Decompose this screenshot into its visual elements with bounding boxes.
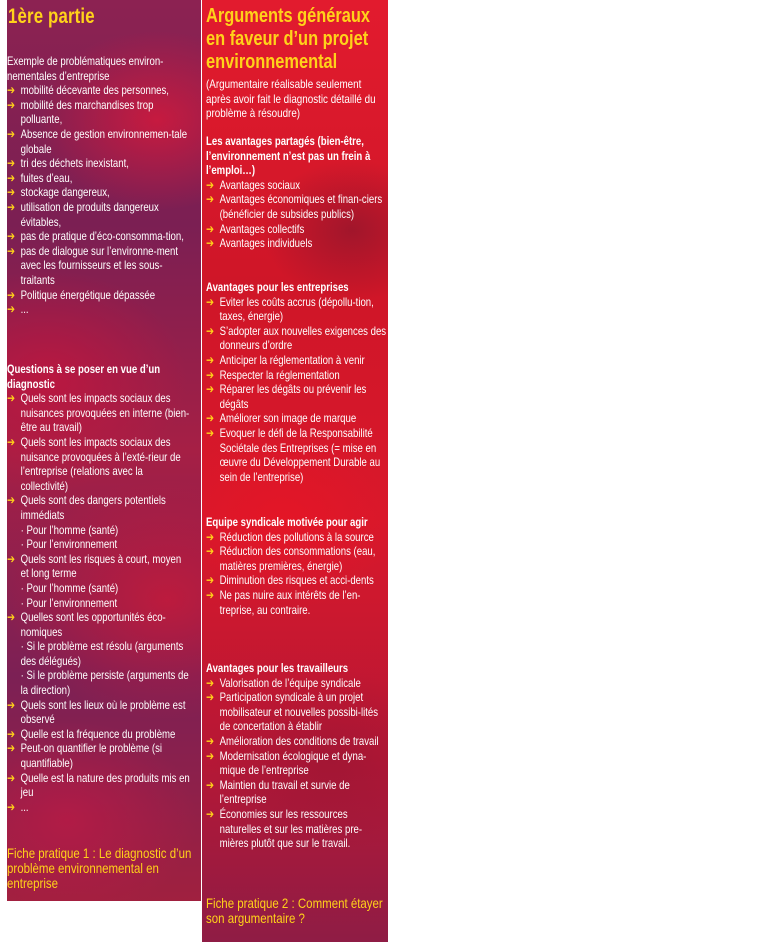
arrow-bullet-icon: ➔ xyxy=(206,529,215,544)
arrow-bullet-icon: ➔ xyxy=(206,690,215,705)
list-item xyxy=(7,98,191,127)
arrow-bullet-icon: ➔ xyxy=(206,544,215,559)
list-item xyxy=(206,588,390,617)
arrow-bullet-icon: ➔ xyxy=(7,97,16,112)
list-item xyxy=(206,295,390,324)
list-item-text: Avantages individuels xyxy=(219,236,313,251)
arrow-bullet-icon: ➔ xyxy=(206,367,215,382)
right-subtitle: (Argumentaire réalisable seulement après avoir fait le diagnostic détaillé du problème à résoudre) xyxy=(206,77,376,120)
arrow-bullet-icon: ➔ xyxy=(206,587,215,602)
list-item-text: Quels sont les impacts sociaux des nuisance provoquées à l’exté-rieur de l’entreprise (relations avec la collectivité) xyxy=(20,434,181,493)
list-item-text: Evoquer le défi de la Responsabilité Sociétale des Entreprises (= mise en œuvre du Développement Durable au sein de l’entreprise) xyxy=(219,425,381,484)
list-item-text: Économies sur les ressources naturelles et sur les matières pre-mières plutôt que sur le travail. xyxy=(219,806,363,851)
list-item xyxy=(206,324,390,353)
list-item-text: Avantages sociaux xyxy=(219,177,301,192)
list-item-text: pas de dialogue sur l’environne-ment avec les fournisseurs et les sous-traitants xyxy=(20,243,179,287)
arrow-bullet-icon: ➔ xyxy=(7,434,16,449)
list-item xyxy=(206,544,390,573)
arrow-bullet-icon: ➔ xyxy=(7,799,16,814)
list-item xyxy=(206,530,390,545)
arrow-bullet-icon: ➔ xyxy=(7,83,16,98)
list-item-text: Réparer les dégâts ou prévenir les dégâts xyxy=(219,382,367,411)
section-workers xyxy=(206,661,390,851)
list-item xyxy=(7,185,191,200)
list-item xyxy=(7,800,191,815)
arrow-bullet-icon: ➔ xyxy=(206,425,215,440)
arrow-bullet-icon: ➔ xyxy=(206,777,215,792)
section-list xyxy=(206,178,390,251)
section-union xyxy=(206,515,390,617)
list-item xyxy=(206,573,390,588)
list-item xyxy=(7,771,191,800)
list-item-text: Amélioration des conditions de travail xyxy=(219,733,379,748)
list-item-text: stockage dangereux, xyxy=(20,185,110,200)
questions-heading: Questions à se poser en vue d’un diagnostic xyxy=(7,362,161,391)
list-item xyxy=(7,552,191,581)
arrow-bullet-icon: ➔ xyxy=(206,221,215,236)
arrow-bullet-icon: ➔ xyxy=(7,199,16,214)
list-item-text: Absence de gestion environnemen-tale globale xyxy=(20,126,188,156)
list-item xyxy=(7,493,191,522)
arrow-bullet-icon: ➔ xyxy=(206,382,215,397)
list-item-text: Eviter les coûts accrus (dépollu-tion, taxes, énergie) xyxy=(219,294,374,324)
right-column xyxy=(202,0,388,942)
list-item-text: ... xyxy=(20,799,29,814)
list-item xyxy=(7,171,191,186)
list-item-text: Valorisation de l’équipe syndicale xyxy=(219,675,361,690)
list-item-text: Ne pas nuire aux intérêts de l’en-treprise, au contraire. xyxy=(219,587,361,617)
arrow-bullet-icon: ➔ xyxy=(206,675,215,690)
list-item-text: · Pour l’environnement xyxy=(20,595,118,610)
sub-list-item xyxy=(7,581,191,596)
list-item-text: ... xyxy=(20,302,29,317)
list-item xyxy=(206,411,390,426)
arrow-bullet-icon: ➔ xyxy=(206,573,215,588)
arrow-bullet-icon: ➔ xyxy=(206,323,215,338)
list-item xyxy=(7,727,191,742)
list-item xyxy=(7,741,191,770)
list-item-text: Améliorer son image de marque xyxy=(219,411,357,426)
list-item-text: S’adopter aux nouvelles exigences des donneurs d’ordre xyxy=(219,323,387,353)
arrow-bullet-icon: ➔ xyxy=(7,726,16,741)
arrow-bullet-icon: ➔ xyxy=(206,411,215,426)
arrow-bullet-icon: ➔ xyxy=(7,126,16,141)
list-item-text: · Pour l’environnement xyxy=(20,537,118,552)
problems-list xyxy=(7,83,191,317)
questions-list xyxy=(7,391,191,814)
list-item-text: Avantages économiques et finan-ciers (bénéficier de subsides publics) xyxy=(219,192,383,221)
list-item-text: Réduction des consommations (eau, matières premières, énergie) xyxy=(219,544,376,573)
list-item-text: · Pour l’homme (santé) xyxy=(20,580,119,595)
list-item xyxy=(206,236,390,251)
list-item-text: Quels sont les lieux où le problème est observé xyxy=(20,697,186,727)
arrow-bullet-icon: ➔ xyxy=(206,177,215,192)
list-item xyxy=(7,698,191,727)
list-item-text: Quelle est la fréquence du problème xyxy=(20,726,176,741)
list-item-text: Quelle est la nature des produits mis en jeu xyxy=(20,770,190,800)
list-item-text: Peut-on quantifier le problème (si quantifiable) xyxy=(20,741,163,771)
arrow-bullet-icon: ➔ xyxy=(206,236,215,251)
arrow-bullet-icon: ➔ xyxy=(7,697,16,712)
list-item-text: Participation syndicale à un projet mobilisateur et nouvelles possibi-lités de concertation à établir xyxy=(219,690,379,734)
list-item-text: Quelles sont les opportunités éco-nomiques xyxy=(20,610,166,639)
list-item xyxy=(206,368,390,383)
fiche-2: Fiche pratique 2 : Comment étayer son argumentaire ? xyxy=(206,895,383,926)
section-list xyxy=(206,676,390,851)
list-item-text: Avantages collectifs xyxy=(219,221,305,236)
arrow-bullet-icon: ➔ xyxy=(7,493,16,508)
list-item-text: utilisation de produits dangereux évitables, xyxy=(20,199,159,229)
list-item-text: tri des déchets inexistant, xyxy=(20,156,129,171)
section-heading: Avantages pour les travailleurs xyxy=(206,661,349,675)
list-item-text: Politique énergétique dépassée xyxy=(20,287,156,302)
section-heading: Equipe syndicale motivée pour agir xyxy=(206,515,368,529)
list-item xyxy=(7,127,191,156)
arrow-bullet-icon: ➔ xyxy=(206,192,215,207)
arrow-bullet-icon: ➔ xyxy=(7,741,16,756)
list-item xyxy=(7,244,191,288)
list-item xyxy=(206,222,390,237)
list-item-text: mobilité des marchandises trop polluante, xyxy=(20,97,154,127)
list-item-text: pas de pratique d’éco-consomma-tion, xyxy=(20,229,184,244)
list-item-text: Maintien du travail et survie de l’entreprise xyxy=(219,777,350,807)
list-item xyxy=(206,382,390,411)
arrow-bullet-icon: ➔ xyxy=(206,352,215,367)
arrow-bullet-icon: ➔ xyxy=(7,185,16,200)
list-item xyxy=(7,200,191,229)
arrow-bullet-icon: ➔ xyxy=(7,770,16,785)
section-companies xyxy=(206,280,390,484)
list-item-text: Anticiper la réglementation à venir xyxy=(219,352,365,367)
list-item-text: Modernisation écologique et dyna-mique de l’entreprise xyxy=(219,748,367,778)
sub-list-item xyxy=(7,537,191,552)
list-item-text: mobilité décevante des personnes, xyxy=(20,83,169,98)
list-item-text: Quels sont des dangers potentiels immédiats xyxy=(20,493,166,522)
problems-block xyxy=(7,54,191,317)
list-item-text: Quels sont les risques à court, moyen et long terme xyxy=(20,551,182,581)
list-item xyxy=(7,302,191,317)
list-item-text: · Si le problème persiste (arguments de la direction) xyxy=(20,668,189,698)
sub-list-item xyxy=(7,668,191,697)
section-heading: Les avantages partagés (bien-être, l’environnement n’est pas un frein à l’emploi…) xyxy=(206,134,371,178)
list-item xyxy=(206,426,390,484)
list-item xyxy=(206,734,390,749)
sub-list-item xyxy=(7,596,191,611)
arrow-bullet-icon: ➔ xyxy=(7,170,16,185)
section-list xyxy=(206,530,390,618)
arrow-bullet-icon: ➔ xyxy=(7,610,16,625)
list-item xyxy=(206,778,390,807)
section-shared xyxy=(206,134,390,251)
arrow-bullet-icon: ➔ xyxy=(7,156,16,171)
arrow-bullet-icon: ➔ xyxy=(206,294,215,309)
list-item xyxy=(206,178,390,193)
list-item xyxy=(206,690,390,734)
list-item-text: · Pour l’homme (santé) xyxy=(20,522,119,537)
sub-list-item xyxy=(7,523,191,538)
list-item-text: Diminution des risques et acci-dents xyxy=(219,573,374,588)
list-item xyxy=(7,83,191,98)
right-title: Arguments généraux en faveur d’un projet environnemental xyxy=(206,5,371,73)
arrow-bullet-icon: ➔ xyxy=(206,806,215,821)
list-item xyxy=(7,391,191,435)
list-item xyxy=(7,229,191,244)
arrow-bullet-icon: ➔ xyxy=(7,229,16,244)
list-item xyxy=(7,435,191,493)
list-item-text: Respecter la réglementation xyxy=(219,367,340,382)
list-item xyxy=(7,156,191,171)
list-item xyxy=(7,288,191,303)
section-heading: Avantages pour les entreprises xyxy=(206,280,349,294)
arrow-bullet-icon: ➔ xyxy=(206,733,215,748)
questions-block xyxy=(7,362,191,814)
list-item-text: Réduction des pollutions à la source xyxy=(219,529,374,544)
list-item xyxy=(206,807,390,851)
list-item-text: · Si le problème est résolu (arguments des délégués) xyxy=(20,639,184,668)
arrow-bullet-icon: ➔ xyxy=(206,748,215,763)
problems-intro: Exemple de problématiques environ-nementales d’entreprise xyxy=(7,54,164,83)
list-item xyxy=(206,749,390,778)
arrow-bullet-icon: ➔ xyxy=(7,243,16,258)
list-item xyxy=(7,610,191,639)
sub-list-item xyxy=(7,639,191,668)
section-list xyxy=(206,295,390,485)
arrow-bullet-icon: ➔ xyxy=(7,287,16,302)
left-column xyxy=(7,0,201,901)
list-item xyxy=(206,353,390,368)
list-item xyxy=(206,676,390,691)
arrow-bullet-icon: ➔ xyxy=(7,302,16,317)
list-item-text: fuites d’eau, xyxy=(20,170,73,185)
fiche-1: Fiche pratique 1 : Le diagnostic d’un problème environnemental en entreprise xyxy=(7,845,192,891)
list-item xyxy=(206,192,390,221)
left-title: 1ère partie xyxy=(8,5,95,28)
arrow-bullet-icon: ➔ xyxy=(7,551,16,566)
list-item-text: Quels sont les impacts sociaux des nuisances provoquées en interne (bien-être au travail) xyxy=(20,391,190,435)
arrow-bullet-icon: ➔ xyxy=(7,391,16,406)
